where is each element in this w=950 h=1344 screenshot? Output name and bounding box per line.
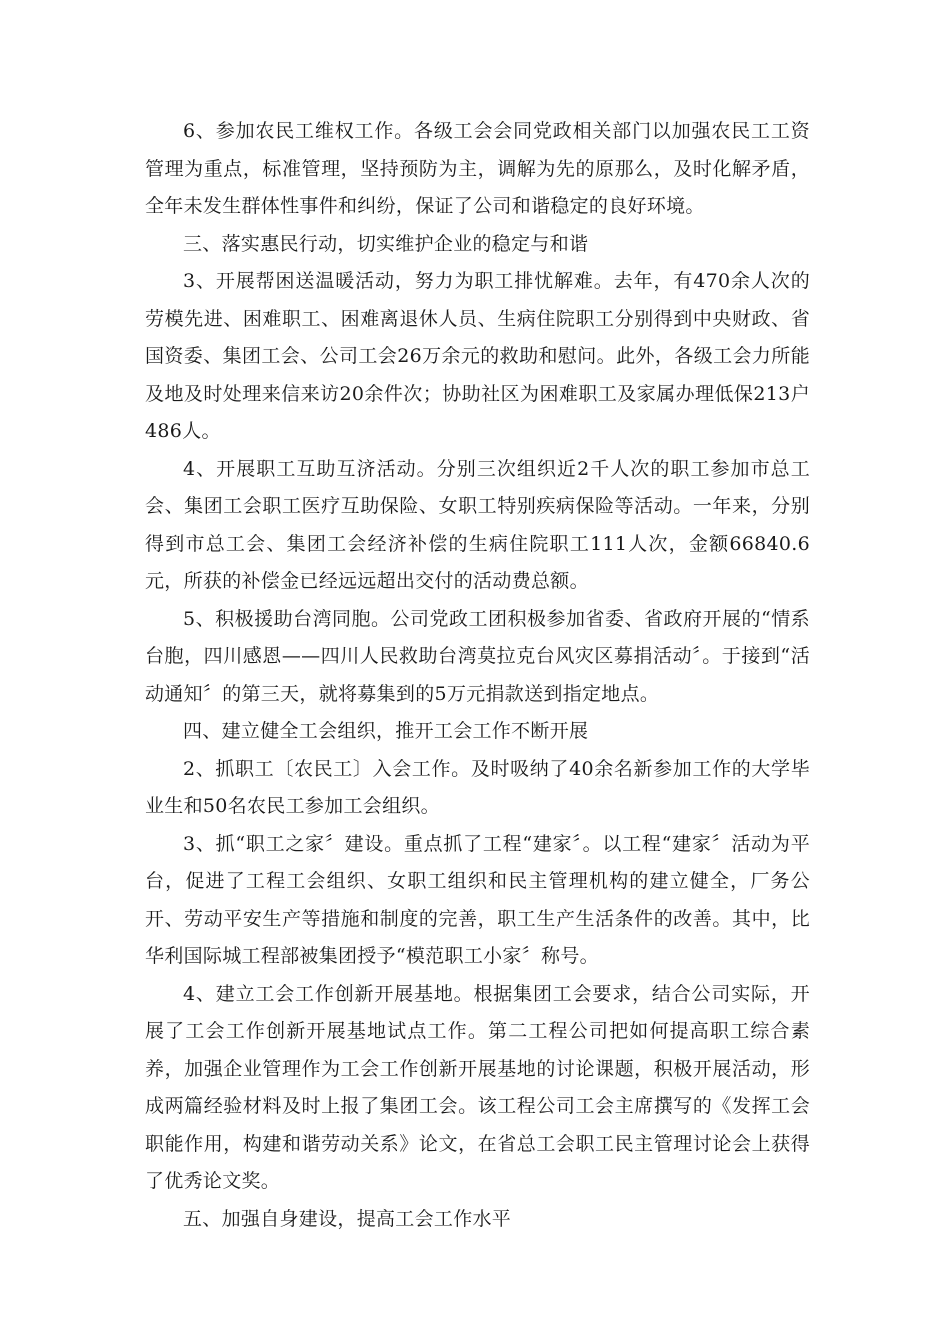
section-heading-5: 五、加强自身建设，提高工会工作水平: [183, 1207, 512, 1230]
paragraph-taiwan-aid: 5、积极援助台湾同胞。公司党政工团积极参加省委、省政府开展的“情系台胞，四川感恩——四川人民救助台湾莫拉克台风灾区募捐活动〞。于接到“活动通知〞的第三天，就将募集到的5万元捐款送到指定地点。: [145, 607, 810, 705]
paragraph-poverty-relief: 3、开展帮困送温暖活动，努力为职工排忧解难。去年，有470余人次的劳模先进、困难职工、困难离退休人员、生病住院职工分别得到中央财政、省国资委、集团工会、公司工会26万余元的救助和慰问。此外，各级工会力所能及地及时处理来信来访20余件次；协助社区为困难职工及家属办理低保213户486人。: [145, 270, 810, 442]
paragraph-union-membership: 2、抓职工〔农民工〕入会工作。及时吸纳了40余名新参加工作的大学毕业生和50名农民工参加工会组织。: [145, 757, 810, 817]
paragraph-workers-home: 3、抓“职工之家〞建设。重点抓了工程“建家〞。以工程“建家〞活动为平台，促进了工程工会组织、女职工组织和民主管理机构的建立健全，厂务公开、劳动平安生产等措施和制度的完善，职工生产生活条件的改善。其中，比华利国际城工程部被集团授予“模范职工小家〞称号。: [145, 832, 810, 967]
section-heading-3: 三、落实惠民行动，切实维护企业的稳定与和谐: [183, 232, 589, 255]
document-body: [145, 113, 810, 1238]
paragraph-mutual-aid: 4、开展职工互助互济活动。分别三次组织近2千人次的职工参加市总工会、集团工会职工医疗互助保险、女职工特别疾病保险等活动。一年来，分别得到市总工会、集团工会经济补偿的生病住院职工111人次，金额66840.6元，所获的补偿金已经远远超出交付的活动费总额。: [145, 457, 810, 592]
section-heading-4: 四、建立健全工会组织，推开工会工作不断开展: [183, 720, 589, 742]
paragraph-innovation-base: 4、建立工会工作创新开展基地。根据集团工会要求，结合公司实际，开展了工会工作创新开展基地试点工作。第二工程公司把如何提高职工综合素养，加强企业管理作为工会工作创新开展基地的讨论课题，积极开展活动，形成两篇经验材料及时上报了集团工会。该工程公司工会主席撰写的《发挥工会职能作用，构建和谐劳动关系》论文，在省总工会职工民主管理讨论会上获得了优秀论文奖。: [145, 982, 810, 1192]
paragraph-migrant-worker-rights: 6、参加农民工维权工作。各级工会会同党政相关部门以加强农民工工资管理为重点，标准管理，坚持预防为主，调解为先的原那么，及时化解矛盾，全年未发生群体性事件和纠纷，保证了公司和谐稳定的良好环境。: [145, 120, 810, 217]
